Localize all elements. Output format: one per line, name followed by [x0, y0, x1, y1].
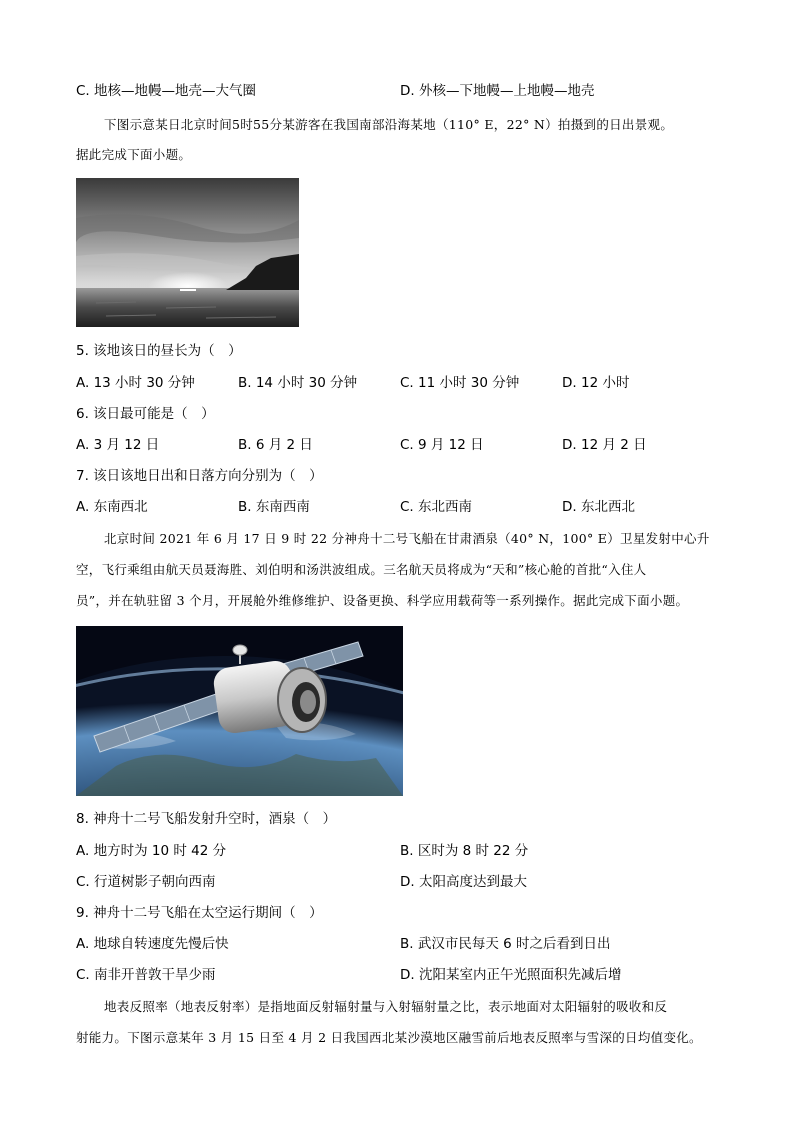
- passage1-line1: 下图示意某日北京时间5时55分某游客在我国南部沿海某地（110° E，22° N）拍摄到的日出景观。: [104, 117, 674, 132]
- passage1-line2: 据此完成下面小题。: [76, 147, 192, 162]
- q5-option-c: C. 11 小时 30 分钟: [400, 375, 520, 391]
- passage2-line1: 北京时间 2021 年 6 月 17 日 9 时 22 分神舟十二号飞船在甘肃酒泉（40° N，100° E）卫星发射中心升: [104, 531, 710, 546]
- q5-option-b: B. 14 小时 30 分钟: [238, 375, 358, 391]
- q6-option-a: A. 3 月 12 日: [76, 437, 160, 453]
- q6-option-b: B. 6 月 2 日: [238, 437, 313, 453]
- q6-option-d: D. 12 月 2 日: [562, 437, 647, 453]
- q5-option-d: D. 12 小时: [562, 375, 630, 391]
- q4-option-d: D. 外核—下地幔—上地幔—地壳: [400, 83, 595, 99]
- passage2-line2: 空，飞行乘组由航天员聂海胜、刘伯明和汤洪波组成。三名航天员将成为“天和”核心舱的首批“入住人: [76, 562, 647, 577]
- q8-option-b: B. 区时为 8 时 22 分: [400, 843, 529, 859]
- q8-option-c: C. 行道树影子朝向西南: [76, 874, 216, 890]
- q5-stem: 5. 该地该日的昼长为（ ）: [76, 343, 242, 359]
- spacecraft-photo: [76, 626, 403, 796]
- q9-option-b: B. 武汉市民每天 6 时之后看到日出: [400, 936, 611, 952]
- q6-stem: 6. 该日最可能是（ ）: [76, 406, 215, 422]
- q9-stem: 9. 神舟十二号飞船在太空运行期间（ ）: [76, 905, 323, 921]
- q7-option-a: A. 东南西北: [76, 499, 148, 515]
- q7-option-d: D. 东北西北: [562, 499, 635, 515]
- sunrise-photo: [76, 178, 299, 327]
- q7-option-b: B. 东南西南: [238, 499, 310, 515]
- q7-option-c: C. 东北西南: [400, 499, 473, 515]
- q4-option-c: C. 地核—地幔—地壳—大气圈: [76, 83, 257, 99]
- q7-stem: 7. 该日该地日出和日落方向分别为（ ）: [76, 468, 323, 484]
- q8-option-d: D. 太阳高度达到最大: [400, 874, 527, 890]
- q9-option-d: D. 沈阳某室内正午光照面积先减后增: [400, 967, 622, 983]
- q6-option-c: C. 9 月 12 日: [400, 437, 484, 453]
- passage3-line2: 射能力。下图示意某年 3 月 15 日至 4 月 2 日我国西北某沙漠地区融雪前后地表反照率与雪深的日均值变化。: [76, 1030, 702, 1045]
- q8-option-a: A. 地方时为 10 时 42 分: [76, 843, 227, 859]
- passage3-line1: 地表反照率（地表反射率）是指地面反射辐射量与入射辐射量之比，表示地面对太阳辐射的吸收和反: [104, 999, 668, 1014]
- q9-option-c: C. 南非开普敦干旱少雨: [76, 967, 216, 983]
- q5-option-a: A. 13 小时 30 分钟: [76, 375, 195, 391]
- q9-option-a: A. 地球自转速度先慢后快: [76, 936, 229, 952]
- passage2-line3: 员”，并在轨驻留 3 个月，开展舱外维修维护、设备更换、科学应用载荷等一系列操作。据此完成下面小题。: [76, 593, 689, 608]
- q8-stem: 8. 神舟十二号飞船发射升空时，酒泉（ ）: [76, 811, 337, 827]
